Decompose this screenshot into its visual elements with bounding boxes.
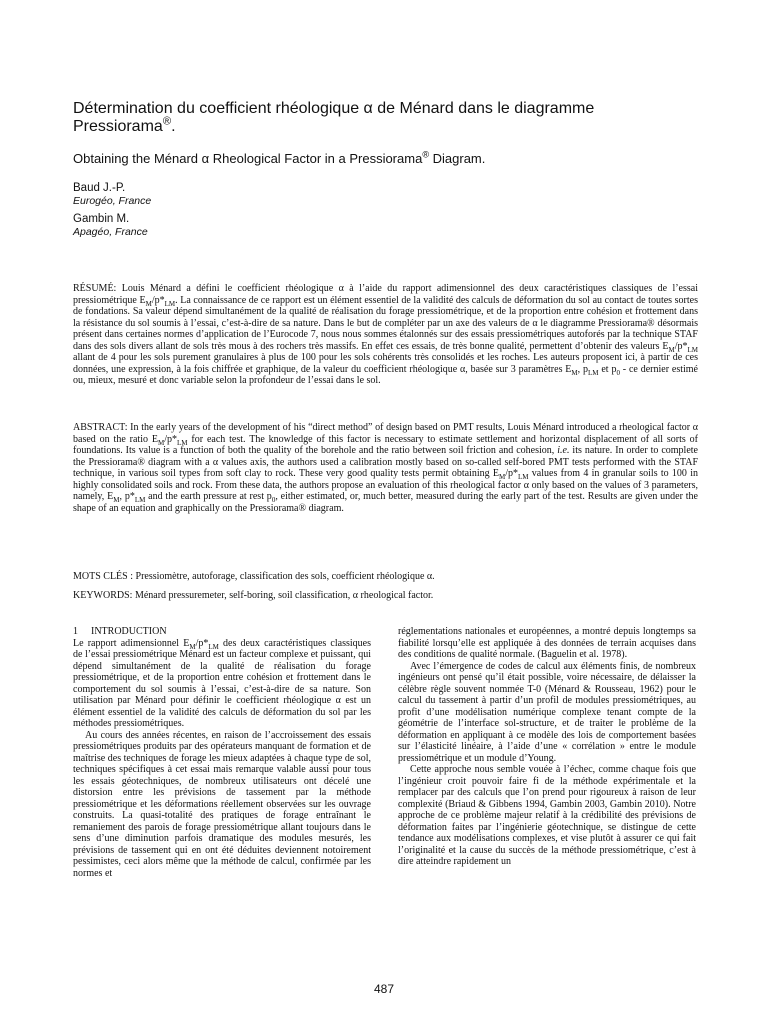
paper-title <box>73 100 713 136</box>
body-paragraph: Au cours des années récentes, en raison de l’accroissement des essais pressiométriques produits par des opérateurs manquant de formation et de maîtrise des techniques de forage les mieux adaptées à chaque type de sol, techniques spécifiques à cet essai mais remarque valable aussi pour tous les essais géotechniques, de nombreux utilisateurs ont décelé une distorsion entre les prévisions de tassement par la méthode pressiométrique et les déformations réellement observées sur les ouvrage construits. La quasi-totalité des pratiques de forage entraînant le remaniement des parois de forage pressiométrique allant toujours dans le sens d’une diminution parfois dramatique des modules mesurés, les prévisions de tassement qui en ont été déduites deviennent notoirement pessimistes, ceci alors même que la méthode de calcul, confirmée par les normes et <box>73 729 371 879</box>
body-column-right <box>398 626 696 868</box>
body-paragraph: Le rapport adimensionnel $E_M/p*_{LM}$ des deux caractéristiques classiques de l’essai pressiométrique Ménard est un facteur complexe et puissant, qui dépend simultanément de la qualité de réalisation du forage pressiométrique, et de la proportion entre cohésion et frottement dans le comportement du sol soumis à l’essai, c’est-à-dire de sa nature. Son utilisation par Ménard pour définir le coefficient rhéologique α est un élément essentiel de la validité des calculs de déformation du sol par les méthodes pressiométriques. <box>73 637 371 729</box>
author-affiliation: Eurogéo, France <box>73 195 152 207</box>
subtitle-registered-mark: ® <box>422 149 430 160</box>
author-block <box>73 213 373 239</box>
body-paragraph: Avec l’émergence de codes de calcul aux éléments finis, de nombreux ingénieurs ont pensé qu’il était possible, voire nécessaire, de délaisser la célèbre règle souvent nommée T-0 (Ménard & Rousseau, 1962) pour le calcul du tassement à partir d’un profil de modules pressiométriques, au profit d’une modélisation numérique complexe tenant compte de la géométrie de l’interface sol-structure, et de traiter le problème de la déformation en appliquant à ce modèle des lois de comportement basées sur l’élasticité linéaire, à l’aide d’une « corrélation » entre le module pressiométrique et un module d’Young. <box>398 660 696 764</box>
mots-cles: MOTS CLÉS : Pressiomètre, autoforage, classification des sols, coefficient rhéologique α. <box>73 571 435 582</box>
title-registered-mark: ® <box>162 115 172 128</box>
page-number: 487 <box>373 982 395 996</box>
abstract-paragraph: ABSTRACT: In the early years of the development of his “direct method” of design based on PMT results, Louis Ménard introduced a rheological factor α based on the ratio $E_M/p*_{LM}$ for each test. The knowledge of this factor is necessary to estimate settlement and horizontal displacement of all sorts of foundations. Its value is a function of both the quality of the borehole and the ratio between soil friction and cohesion, i.e. its nature. In order to complete the Pressiorama® diagram with a α values axis, the authors used a calibration mostly based on so-called self-bored PMT tests performed with the STAF technique, in various soil types from soft clay to rock. These very good quality tests permit obtaining $E_M/p*_{LM}$ values from 4 in granular soils to 100 in highly consolidated soils and rock. From these data, the authors propose an evaluation of this rheological factor α only based on the values of 3 parameters, namely, $E_M$, $p*_{LM}$ and the earth pressure at rest $p_0$, either estimated, or, much better, measured during the early part of the test. Results are given under the shape of an equation and graphically on the Pressiorama® diagram. <box>73 422 698 514</box>
section-number: 1 <box>73 626 78 637</box>
author-block <box>73 182 373 208</box>
resume-paragraph: RÉSUMÉ: Louis Ménard a défini le coefficient rhéologique α à l’aide du rapport adimensionnel des deux caractéristiques classiques de l’essai pressiométrique $E_M/p*_{LM}$. La connaissance de ce rapport est un élément essentiel de la validité des calculs de déformation du sol au contact de toutes sortes de fondations. Sa valeur dépend simultanément de la qualité de réalisation du forage pressiométrique, et de la proportion entre cohésion et frottement dans la résistance du sol soumis à l’essai, c’est-à-dire de sa nature. Dans le but de compléter par un axe des valeurs de α le diagramme Pressiorama® désormais présent dans certaines normes d’application de l’Eurocode 7, nous nous sommes étalonnés sur des essais pressiométriques autoforés par la technique STAF dans des sols divers allant de sols très mous à des rochers très massifs. En effet ces essais, de très bonne qualité, permettent d’obtenir des valeurs $E_M/p*_{LM}$ allant de 4 pour les sols purement granulaires à plus de 100 pour les sols cohérents très consolidés et les roches. Les auteurs proposent ici, à partir de ces données, une expression, à la fois chiffrée et graphique, de la valeur du coefficient rhéologique α, basée sur 3 paramètres $E_M$, $p_{LM}$ et $p_0$ - ce dernier estimé ou, mieux, mesuré et donc variable selon la profondeur de l’essai dans le sol. <box>73 283 698 386</box>
keywords: KEYWORDS: Ménard pressuremeter, self-boring, soil classification, α rheological factor. <box>73 590 434 601</box>
body-column-left <box>73 626 371 879</box>
title-line1: Détermination du coefficient rhéologique α de Ménard dans le diagramme <box>73 100 595 117</box>
author-affiliation: Apagéo, France <box>73 226 148 238</box>
title-line2: Pressiorama <box>73 118 163 135</box>
author-name: Gambin M. <box>73 213 130 225</box>
title-end: . <box>171 118 176 135</box>
subtitle-text: Obtaining the Ménard α Rheological Factor in a Pressiorama <box>73 151 423 166</box>
body-paragraph: réglementations nationales et européennes, a montré depuis longtemps sa fiabilité lorsqu’elle est appliquée à des données de terrain acquises dans des conditions de qualité normale. (Baguelin et al. 1978). <box>398 626 696 660</box>
author-name: Baud J.-P. <box>73 182 126 194</box>
subtitle-end: Diagram. <box>429 151 486 166</box>
paper-subtitle <box>73 151 713 167</box>
section-heading <box>73 626 371 638</box>
body-paragraph: Cette approche nous semble vouée à l’échec, comme chaque fois que l’ingénieur croit pouvoir faire fi de la méthode expérimentale et la remplacer par des calculs que l’on prend pour rigoureux à raison de leur complexité (Briaud & Gibbens 1994, Gambin 2003, Gambin 2010). Notre approche de ce problème majeur relatif à la crédibilité des prévisions de déformation faites par l’ingénierie géotechnique, se distingue de cette tendance aux modélisations complexes, et vise plutôt à assurer ce qui fait l’originalité et la cause du succès de la méthode pressiométrique, c’est à dire atteindre rapidement un <box>398 764 696 867</box>
section-title: INTRODUCTION <box>91 626 167 637</box>
